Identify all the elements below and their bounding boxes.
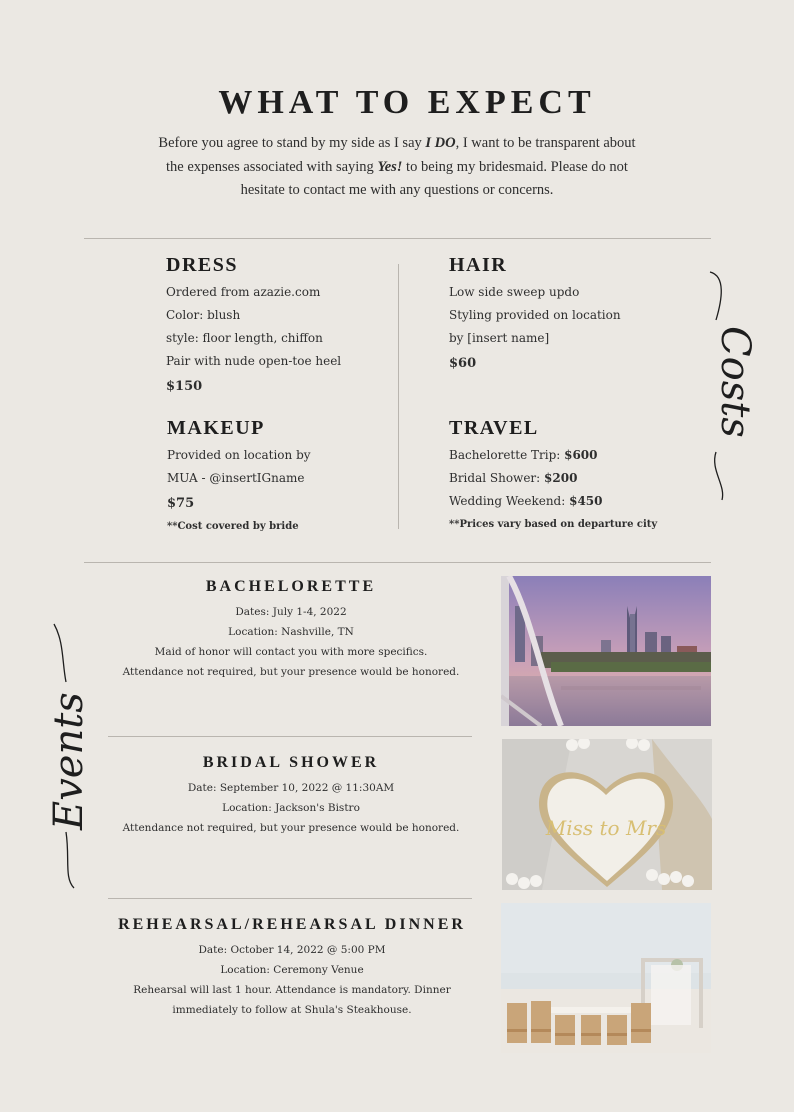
divider-costs-bottom: [84, 562, 711, 563]
event-bridal-shower: [106, 752, 476, 838]
event-line: Rehearsal will last 1 hour. Attendance is mandatory. Dinner immediately to follow at Shula's Steakhouse.: [133, 984, 451, 1016]
travel-item-price: $600: [564, 448, 598, 462]
dress-line: Ordered from azazie.com: [166, 285, 321, 299]
page-title: WHAT TO EXPECT: [218, 84, 596, 121]
cookie-text: Miss to Mrs: [545, 816, 667, 840]
divider-top: [84, 238, 711, 239]
travel-section: [449, 415, 679, 533]
dress-price: $150: [166, 379, 203, 394]
intro-text-2: , I want to be transparent about the expenses associated with saying: [166, 135, 636, 175]
travel-item-label: Bridal Shower:: [449, 471, 545, 485]
intro-emphasis-yes: Yes!: [377, 158, 403, 175]
divider-costs-vertical: [398, 264, 399, 529]
event-title: BACHELORETTE: [205, 578, 377, 595]
dress-line: Color: blush: [166, 308, 241, 322]
intro-text-3: to being my bridesmaid. Please do not hesitate to contact me with any questions or concerns.: [240, 158, 628, 198]
beach-table-image: [501, 903, 711, 1053]
event-line: Date: October 14, 2022 @ 5:00 PM: [198, 944, 386, 956]
cookie-photo: [502, 739, 712, 890]
dress-line: style: floor length, chiffon: [166, 331, 323, 345]
makeup-price: $75: [167, 496, 195, 511]
beach-rehearsal-photo: [501, 903, 711, 1053]
makeup-line: MUA - @insertIGname: [167, 471, 305, 485]
makeup-section: [167, 415, 387, 535]
makeup-title: MAKEUP: [167, 417, 265, 439]
city-skyline-image: [501, 576, 711, 726]
hair-title: HAIR: [449, 254, 508, 276]
travel-title: TRAVEL: [449, 417, 539, 439]
event-line: Maid of honor will contact you with more specifics.: [154, 646, 428, 658]
travel-item-label: Wedding Weekend:: [449, 494, 570, 508]
events-script-decoration: [40, 622, 94, 890]
hair-section: [449, 252, 679, 375]
costs-script-decoration: [686, 270, 758, 502]
makeup-note: **Cost covered by bride: [167, 521, 299, 532]
event-line: Location: Nashville, TN: [228, 626, 354, 638]
costs-script-label: Costs: [712, 326, 758, 438]
nashville-skyline-photo: [501, 576, 711, 726]
hair-line: by [insert name]: [449, 331, 550, 345]
event-line: Dates: July 1-4, 2022: [235, 606, 347, 618]
travel-item: [449, 490, 679, 513]
events-script-label: Events: [46, 692, 92, 830]
event-rehearsal: [92, 914, 492, 1020]
event-title: BRIDAL SHOWER: [202, 754, 380, 771]
travel-item-price: $200: [544, 471, 578, 485]
hair-line: Styling provided on location: [449, 308, 621, 322]
intro-emphasis-i-do: I DO: [425, 135, 456, 151]
travel-item-label: Bachelorette Trip:: [449, 448, 565, 462]
travel-item: [449, 444, 679, 467]
hair-line: Low side sweep updo: [449, 285, 580, 299]
event-title: REHEARSAL/REHEARSAL DINNER: [118, 916, 466, 933]
divider-event-1: [108, 736, 472, 737]
event-line: Date: September 10, 2022 @ 11:30AM: [187, 782, 395, 794]
event-bachelorette: [106, 576, 476, 682]
intro-text-1: Before you agree to stand by my side as I say: [158, 135, 426, 151]
dress-section: [166, 252, 386, 398]
dress-line: Pair with nude open-toe heel: [166, 354, 342, 368]
event-line: Location: Jackson's Bistro: [222, 802, 360, 814]
intro-paragraph: [155, 132, 639, 203]
heart-cookie-image: [502, 739, 712, 890]
makeup-line: Provided on location by: [167, 448, 311, 462]
event-line: Location: Ceremony Venue: [220, 964, 364, 976]
travel-note: **Prices vary based on departure city: [449, 519, 658, 530]
event-line: Attendance not required, but your presence would be honored.: [122, 822, 460, 834]
travel-item: [449, 467, 679, 490]
hair-price: $60: [449, 356, 477, 371]
divider-event-2: [108, 898, 472, 899]
dress-title: DRESS: [166, 254, 238, 276]
travel-item-price: $450: [569, 494, 603, 508]
event-line: Attendance not required, but your presence would be honored.: [122, 666, 460, 678]
